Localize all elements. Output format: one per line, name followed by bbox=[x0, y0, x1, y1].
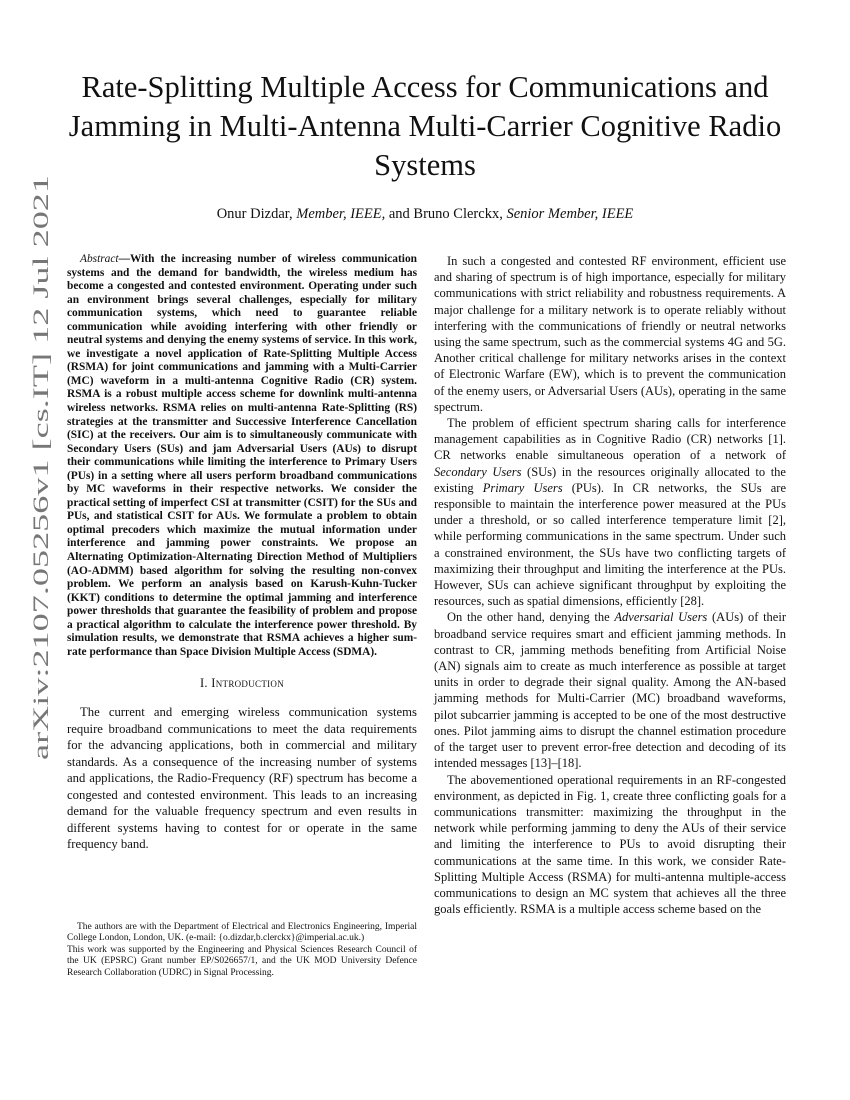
author-1-name: Onur Dizdar, bbox=[216, 206, 293, 222]
paper-title: Rate-Splitting Multiple Access for Communications and Jamming in Multi-Antenna Multi-Carrier Cognitive Radio Systems bbox=[68, 70, 782, 182]
author-2-name: Bruno Clerckx, bbox=[413, 206, 503, 222]
intro-paragraph: The current and emerging wireless communication systems require broadband communications to meet the data requirements for the advancing applications, both in commercial and military standards. As a consequence of the increasing number of systems and applications, the Radio-Frequency (RF) spectrum has become a congested and contested environment. This leads to an increasing demand for the valuable frequency spectrum and even results in different systems having to contest for or operate in the same frequency band. bbox=[67, 705, 417, 851]
body-paragraph: In such a congested and contested RF environment, efficient use and sharing of spectrum is of high importance, especially for military communications with strict reliability and robustness requirements. A major challenge for a military network is to operate reliably without interfering with the communications of friendly or neutral networks using the same spectrum, such as the commercial systems 4G and 5G. Another critical challenge for military networks arises in the context of Electronic Warfare (EW), which is to prevent the communication of the enemy users, or Adversarial Users (AUs), operating in the same spectrum. bbox=[434, 254, 786, 414]
left-column bbox=[67, 253, 417, 853]
abstract bbox=[67, 253, 417, 659]
section-heading-introduction: I. Introduction bbox=[199, 676, 285, 691]
author-1-role: Member, IEEE, bbox=[296, 206, 386, 222]
term-primary-users: Primary Users bbox=[482, 480, 563, 495]
abstract-text: —With the increasing number of wireless communication systems and the demand for bandwidth, the wireless medium has become a congested and contested environment. Operating under such an environment brings several challenges, especially for military communication systems, which need to guarantee reliable communication while avoiding interfering with other friendly or neutral systems and denying the enemy systems of service. In this work, we investigate a novel application of Rate-Splitting Multiple Access (RSMA) for joint communications and jamming with a Multi-Carrier (MC) waveform in a multi-antenna Cognitive Radio (CR) system. RSMA is a robust multiple access scheme for downlink multi-antenna wireless networks. RSMA relies on multi-antenna Rate-Splitting (RS) strategies at the transmitter and Successive Interference Cancellation (SIC) at the receivers. Our aim is to simultaneously communicate with Secondary Users (SUs) and jam Adversarial Users (AUs) to disrupt their communications while limiting the interference to Primary Users (PUs) in a setting where all users perform broadband communications by MC waveforms in their respective networks. We consider the practical setting of imperfect CSI at transmitter (CSIT) for the SUs and PUs, and statistical CSIT for AUs. We formulate a problem to obtain optimal precoders which maximize the mutual information under interference and jamming power constraints. We propose an Alternating Optimization-Alternating Direction Method of Multipliers (AO-ADMM) based algorithm for solving the resulting non-convex problem. We perform an analysis based on Karush-Kuhn-Tucker (KKT) conditions to determine the optimal jamming and interference power thresholds that guarantee the feasibility of problem and propose a practical algorithm to calculate the interference power threshold. By simulation results, we demonstrate that RSMA achieves a higher sum-rate performance than Space Division Multiple Access (SDMA). bbox=[67, 253, 417, 658]
arxiv-stamp-graphic bbox=[4, 170, 74, 770]
body-paragraph bbox=[434, 415, 786, 609]
text-run: (AUs) of their broadband service requires smart and efficient jamming methods. In contrast to CR, jamming methods benefiting from Artificial Noise (AN) signals aim to create as much interference as possible at target units in order to degrade their signal quality. Among the AN-based jamming methods for Multi-Carrier (MC) broadband waveforms, pilot subcarrier jamming is accepted to be one of the most destructive ones. Pilot jamming aims to disrupt the channel estimation procedure of the target user to prevent error-free detection and decoding of its intended messages [13]–[18]. bbox=[434, 610, 786, 771]
body-paragraph: The abovementioned operational requirements in an RF-congested environment, as depicted in Fig. 1, create three conflicting goals for a communications transmitter: maximizing the throughput in the network while performing jamming to deny the AUs of their service and limiting the interference to PUs to avoid disrupting their communications at the same time. In this work, we consider Rate-Splitting Multiple Access (RSMA) for multi-antenna multiple-access communications to design an MC system that achieves all the three goals efficiently. RSMA is a multiple access scheme based on the bbox=[434, 772, 786, 917]
text-run: (SUs) in the resources originally allocated to the existing bbox=[434, 464, 786, 495]
footnotes bbox=[67, 922, 417, 979]
author-conjunction: and bbox=[388, 206, 410, 222]
footnote-funding: This work was supported by the Engineering and Physical Sciences Research Council of the UK (EPSRC) Grant number EP/S026657/1, and the UK MOD University Defence Research Collaboration (UDRC) in Signal Processing. bbox=[67, 944, 417, 978]
arxiv-identifier-stamp bbox=[4, 170, 74, 770]
abstract-label: Abstract bbox=[80, 253, 119, 265]
arxiv-stamp-text: arXiv:2107.05256v1 [cs.IT] 12 Jul 2021 bbox=[28, 404, 53, 760]
text-run: (PUs). In CR networks, the SUs are responsible to maintain the interference power measured at the PUs under a threshold, or so called interference temperature limit [2], while performing communications in the same spectrum. Under such a constrained environment, the SUs have two conflicting targets of maximizing their throughput and limiting the interference at the PUs. However, SUs can achieve significant throughput by exploiting the resources, such as spatial dimensions, efficiently [28]. bbox=[434, 480, 786, 609]
right-column bbox=[434, 253, 786, 917]
body-paragraph bbox=[434, 609, 786, 771]
term-adversarial-users: Adversarial Users bbox=[614, 610, 708, 625]
text-run: On the other hand, denying the bbox=[447, 610, 615, 625]
author-2-role: Senior Member, IEEE bbox=[506, 206, 634, 222]
text-run: The problem of efficient spectrum sharing calls for interference management capabilities as in Cognitive Radio (CR) networks [1]. CR networks enable simultaneous operation of a network of bbox=[434, 416, 786, 463]
introduction-section bbox=[67, 704, 417, 853]
term-secondary-users: Secondary Users bbox=[434, 464, 522, 479]
author-line bbox=[60, 205, 790, 223]
footnote-affiliation: The authors are with the Department of Electrical and Electronics Engineering, Imperial College London, London, UK. (e-mail: {o.dizdar,b.clerckx}@imperial.ac.uk.) bbox=[67, 922, 417, 944]
